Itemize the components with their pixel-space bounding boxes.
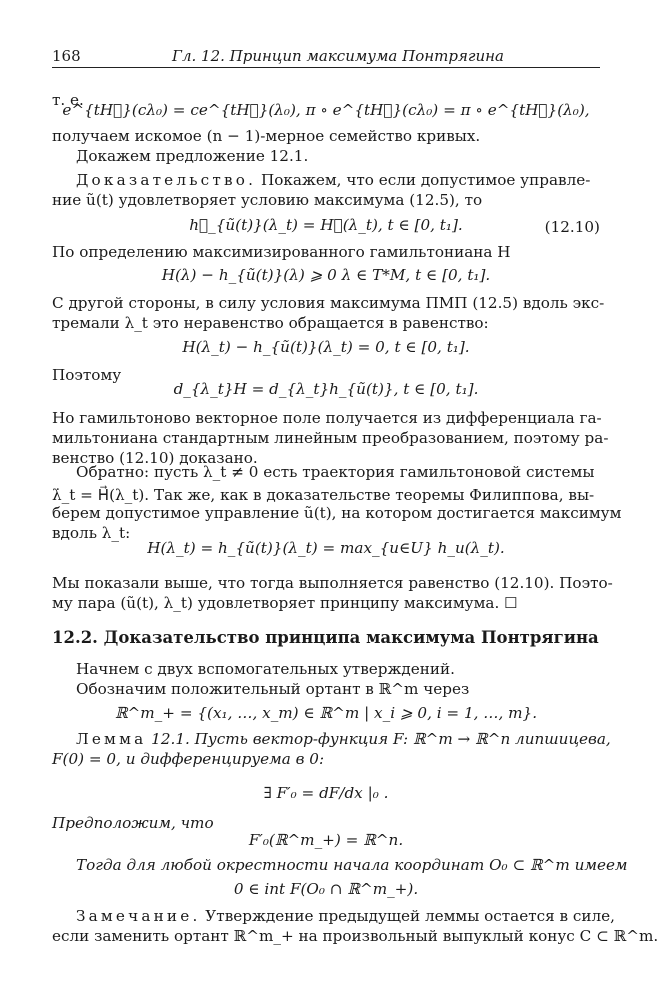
- running-title: Гл. 12. Принцип максимума Понтрягина: [172, 47, 504, 65]
- text-line: получаем искомое (n − 1)-мерное семейство кривых.: [52, 127, 481, 145]
- text-span: Утверждение предыдущей леммы остается в силе,: [200, 907, 615, 925]
- text-line: вдоль λ_t:: [52, 524, 131, 542]
- text-line: тремали λ_t это неравенство обращается в равенство:: [52, 314, 489, 332]
- text-line: λ̇_t = H⃗(λ_t). Так же, как в доказательстве теоремы Филиппова, вы-: [52, 486, 595, 504]
- book-page: [52, 0, 659, 1000]
- equation-number: (12.10): [544, 218, 600, 236]
- text-line: берем допустимое управление ũ(t), на котором достигается максимум: [52, 504, 622, 522]
- text-line: если заменить ортант ℝ^m_+ на произвольный выпуклый конус C ⊂ ℝ^m.: [52, 927, 659, 945]
- section-heading: 12.2. Доказательство принципа максимума Понтрягина: [52, 628, 599, 647]
- text-line: мильтониана стандартным линейным преобразованием, поэтому ра-: [52, 429, 609, 447]
- running-header: [52, 47, 600, 68]
- equation: h⃗_{ũ(t)}(λ_t) = H⃗(λ_t), t ∈ [0, t₁].: [189, 216, 463, 234]
- text-line: Обозначим положительный ортант в ℝ^m через: [76, 680, 470, 698]
- equation: H(λ_t) = h_{ũ(t)}(λ_t) = max_{u∈U} h_u(λ_t).: [147, 539, 505, 557]
- remark-label: Замечание.: [76, 907, 201, 925]
- equation: F′₀(ℝ^m_+) = ℝ^n.: [248, 831, 404, 849]
- proof-label: Доказательство.: [76, 171, 257, 189]
- text-line: [76, 171, 590, 190]
- text-line: Тогда для любой окрестности начала координат O₀ ⊂ ℝ^m имеем: [76, 856, 628, 874]
- text-line: Поэтому: [52, 366, 122, 384]
- text-line: Мы показали выше, что тогда выполняется равенство (12.10). Поэто-: [52, 574, 613, 592]
- text-line: т. е.: [52, 91, 84, 109]
- text-line: му пара (ũ(t), λ_t) удовлетворяет принципу максимума. ☐: [52, 594, 518, 612]
- equation: 0 ∈ int F(O₀ ∩ ℝ^m_+).: [233, 880, 419, 898]
- equation: H(λ_t) − h_{ũ(t)}(λ_t) = 0, t ∈ [0, t₁].: [182, 338, 470, 356]
- equation: H(λ) − h_{ũ(t)}(λ) ⩾ 0 λ ∈ T*M, t ∈ [0, t₁].: [161, 266, 491, 284]
- text-span: 12.1. Пусть вектор-функция F: ℝ^m → ℝ^n липшицева,: [146, 730, 611, 748]
- text-line: F(0) = 0, и дифференцируема в 0:: [52, 750, 325, 768]
- equation: ℝ^m_+ = {(x₁, …, x_m) ∈ ℝ^m | x_i ⩾ 0, i = 1, …, m}.: [114, 704, 538, 722]
- text-line: Обратно: пусть λ_t ≠ 0 есть траектория гамильтоновой системы: [76, 463, 595, 481]
- text-line: С другой стороны, в силу условия максимума ПМП (12.5) вдоль экс-: [52, 294, 605, 312]
- page-number: 168: [52, 47, 81, 65]
- text-line: ние ũ(t) удовлетворяет условию максимума (12.5), то: [52, 191, 483, 209]
- text-line: По определению максимизированного гамильтониана H: [52, 243, 511, 261]
- equation: ∃ F′₀ = dF/dx |₀ .: [263, 784, 389, 802]
- equation: d_{λ_t}H = d_{λ_t}h_{ũ(t)}, t ∈ [0, t₁].: [173, 380, 479, 398]
- text-line: Начнем с двух вспомогательных утверждений.: [76, 660, 455, 678]
- text-line: Докажем предложение 12.1.: [76, 147, 309, 165]
- text-line: Предположим, что: [52, 814, 214, 832]
- lemma-label: Лемма: [76, 730, 147, 748]
- text-line: [76, 730, 611, 749]
- equation: e^{tH⃗}(cλ₀) = ce^{tH⃗}(λ₀), π ∘ e^{tH⃗}(cλ₀) = π ∘ e^{tH⃗}(λ₀),: [62, 101, 590, 119]
- text-line: [76, 907, 615, 926]
- text-line: Но гамильтоново векторное поле получается из дифференциала га-: [52, 409, 602, 427]
- text-line: венство (12.10) доказано.: [52, 449, 258, 467]
- text-span: Покажем, что если допустимое управле-: [256, 171, 591, 189]
